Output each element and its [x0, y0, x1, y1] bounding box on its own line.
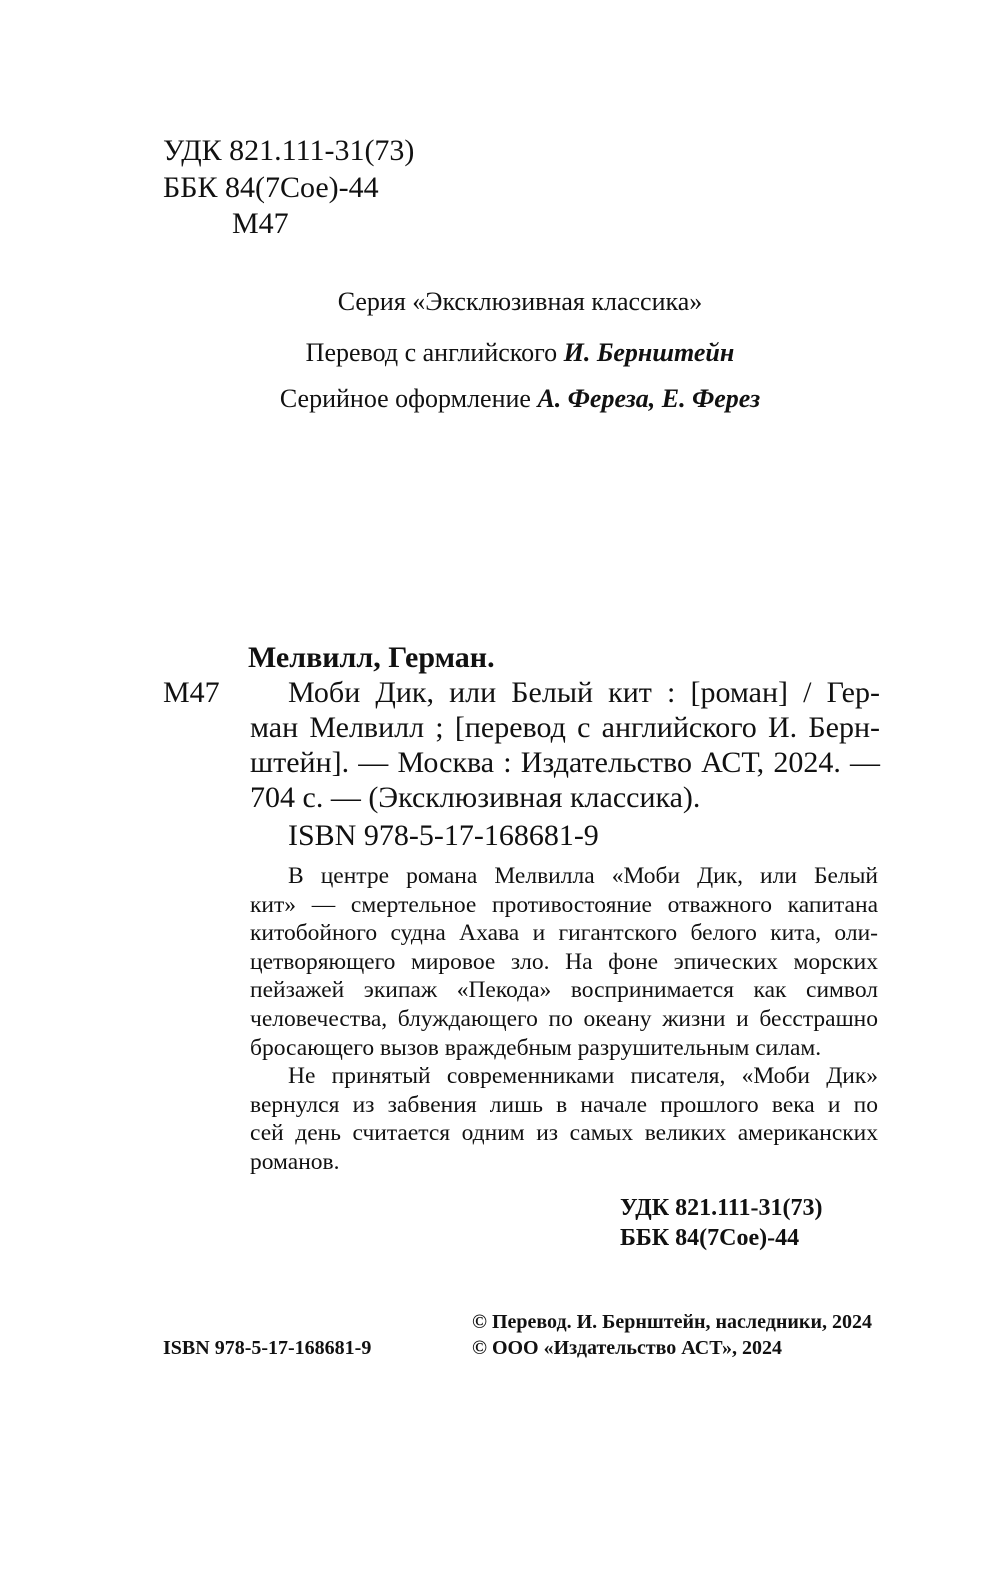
design-line — [0, 383, 1000, 415]
abstract-line: цетворяющего мировое зло. На фоне эпических морских — [250, 948, 878, 975]
entry-author-mark: М47 — [163, 676, 220, 709]
entry-description — [250, 675, 880, 815]
abstract-line: кит» — смертельное противостояние отважного капитана — [250, 891, 878, 918]
entry-line: штейн]. — Москва : Издательство АСТ, 2024. — — [250, 746, 880, 779]
copyright-translation: © Перевод. И. Бернштейн, наследники, 2024 — [472, 1311, 872, 1333]
abstract-line: вернулся из забвения лишь в начале прошлого века и по — [250, 1091, 878, 1118]
translation-line — [0, 337, 1000, 369]
translation-label: Перевод с английского — [305, 338, 558, 367]
abstract — [250, 862, 878, 1177]
udk-code-bottom: УДК 821.111-31(73) — [620, 1195, 823, 1221]
translator-name: И. Бернштейн — [563, 338, 735, 367]
udk-code: УДК 821.111-31(73) — [163, 134, 415, 167]
entry-line: Моби Дик, или Белый кит : [роман] / Гер- — [288, 676, 880, 709]
abstract-line: бросающего вызов враждебным разрушительным силам. — [250, 1034, 822, 1061]
designer-names: А. Фереза, Е. Ферез — [537, 384, 761, 413]
abstract-line: китобойного судна Ахава и гигантского белого кита, оли- — [250, 920, 878, 947]
entry-isbn: ISBN 978-5-17-168681-9 — [288, 819, 599, 852]
entry-line: 704 с. — (Эксклюзивная классика). — [250, 781, 701, 814]
abstract-line: романов. — [250, 1148, 340, 1175]
author-mark-top: М47 — [232, 207, 289, 240]
bbk-code-bottom: ББК 84(7Сое)-44 — [620, 1225, 800, 1251]
abstract-line: В центре романа Мелвилла «Моби Дик, или Белый — [288, 863, 878, 889]
entry-author: Мелвилл, Герман. — [248, 641, 495, 674]
abstract-line: Не принятый современниками писателя, «Моби Дик» — [288, 1063, 878, 1090]
copyright-publisher: © ООО «Издательство АСТ», 2024 — [472, 1337, 783, 1359]
abstract-line: сей день считается одним из самых великих американских — [250, 1120, 878, 1147]
series-line: Серия «Эксклюзивная классика» — [337, 287, 703, 316]
footer-isbn: ISBN 978-5-17-168681-9 — [163, 1337, 372, 1359]
entry-line: ман Мелвилл ; [перевод с английского И. Берн- — [250, 711, 880, 744]
abstract-line: пейзажей экипаж «Пекода» воспринимается как символ — [250, 977, 878, 1004]
abstract-line: человечества, блуждающего по океану жизни и бесстрашно — [250, 1005, 878, 1032]
design-label: Серийное оформление — [279, 384, 531, 413]
bbk-code: ББК 84(7Сое)-44 — [163, 171, 379, 204]
